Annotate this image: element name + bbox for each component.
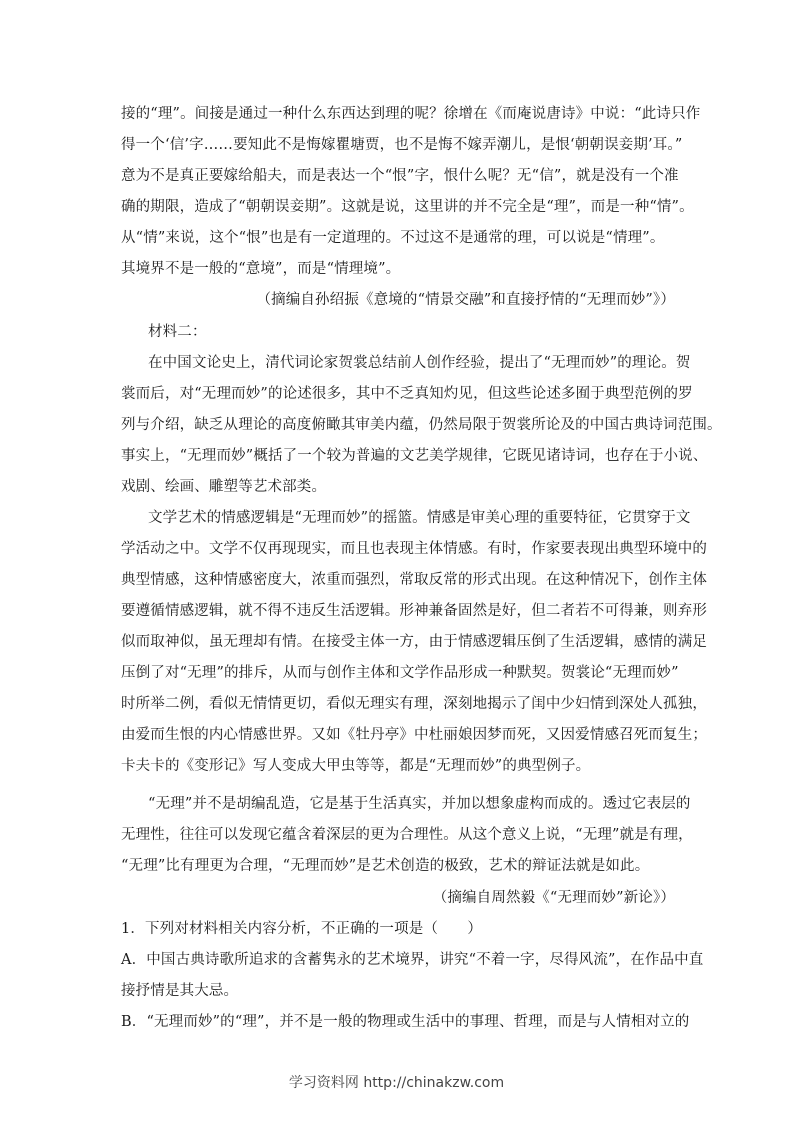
text-line: 裳而后，对“无理而妙”的论述很多，其中不乏真知灼见，但这些论述多囿于典型范例的罗 — [121, 386, 693, 402]
footer-watermark: 学习资料网 http://chinakzw.com — [288, 1075, 505, 1091]
text-line: 无理性，往往可以发现它蕴含着深层的更为合理性。从这个意义上说，“无理”就是有理， — [121, 827, 693, 843]
source-citation: （摘编自孙绍振《意境的“情景交融”和直接抒情的“无理而妙”》） — [256, 292, 675, 308]
text-line: 意为不是真正要嫁给船夫，而是表达一个“恨”字，恨什么呢？无“信”，就是没有一个准 — [121, 168, 679, 184]
text-line: 事实上，“无理而妙”概括了一个较为普遍的文艺美学规律，它既见诸诗词，也存在于小说、 — [121, 448, 708, 464]
text-line: 压倒了对“无理”的排斥，从而与创作主体和文学作品形成一种默契。贺裳论“无理而妙” — [121, 665, 679, 681]
text-line: 接的“理”。间接是通过一种什么东西达到理的呢？徐增在《而庵说唐诗》中说：“此诗只作 — [121, 106, 701, 122]
text-line: 戏剧、绘画、雕塑等艺术部类。 — [121, 479, 327, 495]
text-line: 列与介绍，缺乏从理论的高度俯瞰其审美内蕴，仍然局限于贺裳所论及的中国古典诗词范围。 — [121, 417, 722, 433]
option-b: B．“无理而妙”的“理”，并不是一般的物理或生活中的事理、哲理，而是与人情相对立的 — [121, 1014, 690, 1030]
paragraph-start: “无理”并不是胡编乱造，它是基于生活真实，并加以想象虚构而成的。透过它表层的 — [148, 796, 691, 812]
option-a: A．中国古典诗歌所追求的含蓄隽永的艺术境界，讲究“不着一字，尽得风流”，在作品中直 — [121, 952, 704, 968]
text-line: 典型情感，这种情感密度大，浓重而强烈，常取反常的形式出现。在这种情况下，创作主体 — [121, 572, 707, 588]
paragraph-start: 文学艺术的情感逻辑是“无理而妙”的摇篮。情感是审美心理的重要特征，它贯穿于文 — [148, 510, 691, 526]
text-line: “无理”比有理更为合理，“无理而妙”是艺术创造的极致，艺术的辩证法就是如此。 — [121, 858, 650, 874]
paragraph-start: 在中国文论史上，清代词论家贺裳总结前人创作经验，提出了“无理而妙”的理论。贺 — [148, 355, 691, 371]
text-line: 要遵循情感逻辑，就不得不违反生活逻辑。形神兼备固然是好，但二者若不可得兼，则弃形 — [121, 603, 707, 619]
text-line: 确的期限，造成了“朝朝误妾期”。这就是说，这里讲的并不完全是“理”，而是一种“情”。 — [121, 199, 694, 215]
text-line: 学活动之中。文学不仅再现现实，而且也表现主体情感。有时，作家要表现出典型环境中的 — [121, 541, 707, 557]
question-stem: 1．下列对材料相关内容分析，不正确的一项是（ ） — [121, 921, 482, 937]
source-citation: （摘编自周然毅《“无理而妙”新论》） — [432, 890, 675, 906]
text-line: 得一个‘信’字……要知此不是悔嫁瞿塘贾，也不是悔不嫁弄潮儿，是恨‘朝朝误妾期’耳。” — [121, 137, 683, 153]
section-heading: 材料二： — [148, 324, 207, 340]
text-line: 其境界不是一般的“意境”，而是“情理境”。 — [121, 261, 401, 277]
option-a-cont: 接抒情是其大忌。 — [121, 983, 239, 999]
text-line: 从“情”来说，这个“恨”也是有一定道理的。不过这不是通常的理，可以说是“情理”。 — [121, 230, 665, 246]
text-line: 由爱而生恨的内心情感世界。又如《牡丹亭》中杜丽娘因梦而死，又因爱情感召死而复生； — [121, 727, 707, 743]
text-line: 卡夫卡的《变形记》写人变成大甲虫等等，都是“无理而妙”的典型例子。 — [121, 758, 591, 774]
text-line: 似而取神似，虽无理却有情。在接受主体一方，由于情感逻辑压倒了生活逻辑，感情的满足 — [121, 634, 707, 650]
text-line: 时所举二例，看似无情情更切，看似无理实有理，深刻地揭示了闺中少妇情到深处人孤独， — [121, 696, 707, 712]
